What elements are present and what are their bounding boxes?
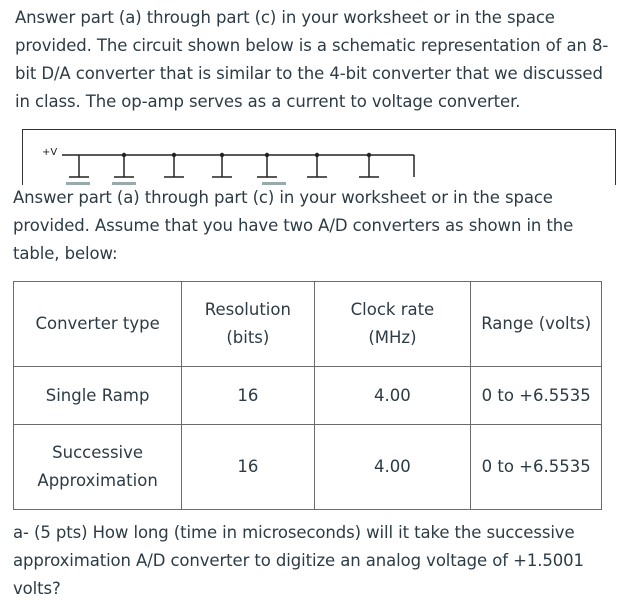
- resistor-taps: [69, 155, 414, 177]
- cell-resolution: 16: [182, 425, 314, 510]
- cell-range: 0 to +6.5535: [471, 367, 602, 425]
- table-row: [14, 425, 602, 510]
- cell-clock-rate: 4.00: [314, 425, 471, 510]
- cell-converter-type: Successive Approximation: [14, 425, 182, 510]
- cell-clock-rate: 4.00: [314, 367, 471, 425]
- cell-converter-type: Single Ramp: [14, 367, 182, 425]
- table-row: [14, 367, 602, 425]
- supply-label: +V: [42, 147, 58, 158]
- converter-table: [13, 281, 602, 510]
- header-clock-rate: Clock rate (MHz): [314, 282, 471, 367]
- header-converter-type: Converter type: [14, 282, 182, 367]
- dac-schematic-drawing: [22, 129, 617, 185]
- cell-resolution: 16: [182, 367, 314, 425]
- header-resolution: Resolution (bits): [182, 282, 314, 367]
- dac-schematic: [22, 129, 617, 185]
- part2-paragraph: Answer part (a) through part (c) in your worksheet or in the space provided. Assume that you have two A/D converters as shown in the table, below:: [13, 188, 574, 263]
- cell-range: 0 to +6.5535: [471, 425, 602, 510]
- table-header-row: [14, 282, 602, 367]
- question-a-paragraph: a- (5 pts) How long (time in microseconds) will it take the successive approximation A/D converter to digitize an analog voltage of +1.5001 volts?: [13, 523, 584, 598]
- intro-paragraph: Answer part (a) through part (c) in your worksheet or in the space provided. The circuit shown below is a schematic representation of an 8-bit D/A converter that is similar to the 4-bit converter that we discussed in class. The op-amp serves as a current to voltage converter.: [15, 8, 609, 111]
- header-range: Range (volts): [471, 282, 602, 367]
